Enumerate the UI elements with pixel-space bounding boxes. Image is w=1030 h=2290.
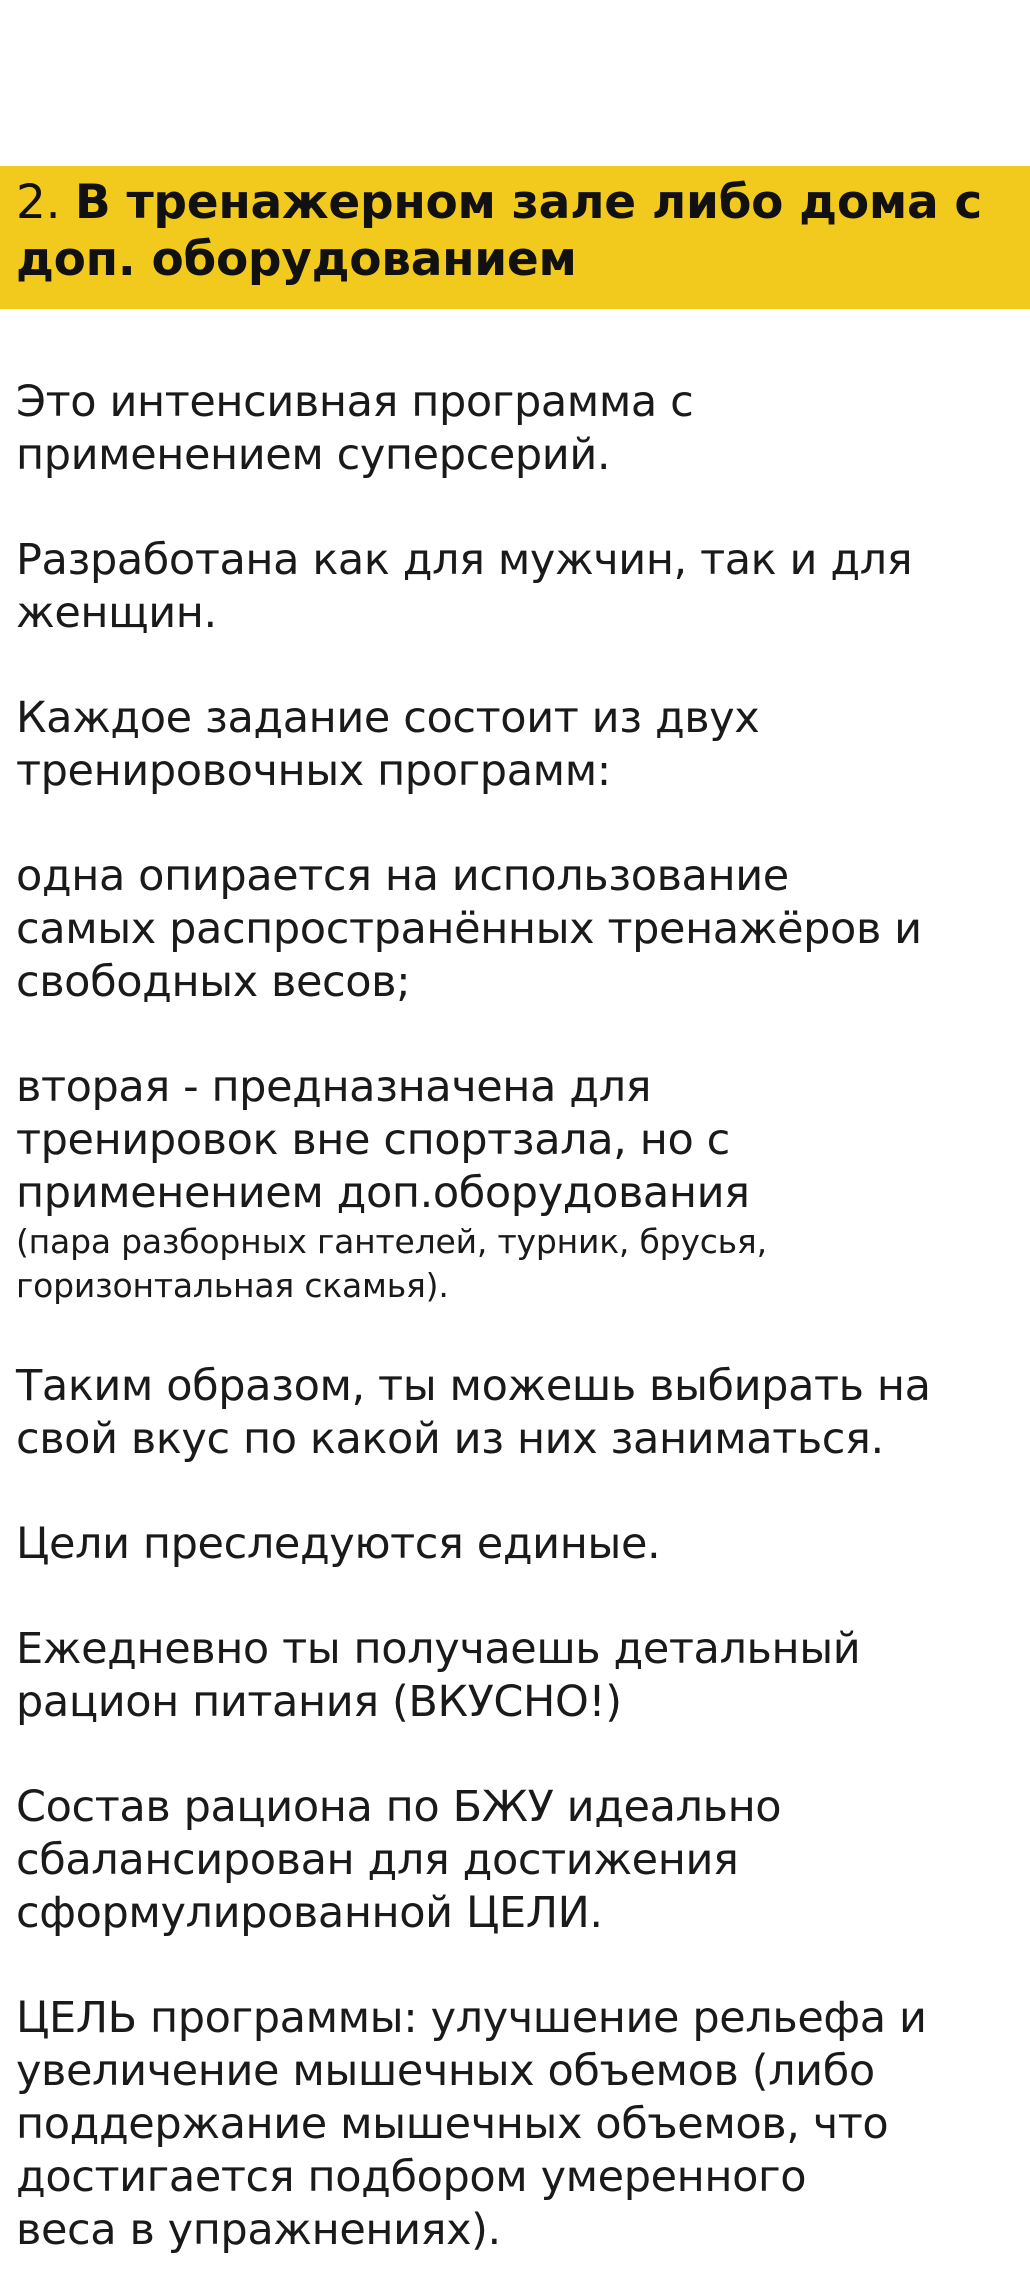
home-program-text: вторая - предназначена для тренировок вне спортзала, но с применением доп.оборудования	[16, 1062, 750, 1218]
paragraph-goals: Цели преследуются единые.	[16, 1519, 661, 1569]
equipment-note: (пара разборных гантелей, турник, брусья, горизонтальная скамья).	[16, 1222, 767, 1305]
paragraph-choice: Таким образом, ты можешь выбирать на свой вкус по какой из них заниматься.	[16, 1361, 931, 1464]
paragraph-intro: Это интенсивная программа с применением суперсерий.	[16, 377, 694, 480]
paragraph-macros: Состав рациона по БЖУ идеально сбалансирован для достижения сформулированной ЦЕЛИ.	[16, 1782, 782, 1938]
section-title	[16, 174, 1016, 288]
section-number: 2.	[16, 175, 61, 230]
paragraph-gym-program: одна опирается на использование самых распространённых тренажёров и свободных весов;	[16, 851, 922, 1007]
program-description	[16, 376, 1016, 2257]
paragraph-home-program	[16, 1061, 1016, 1308]
paragraph-nutrition: Ежедневно ты получаешь детальный рацион питания (ВКУСНО!)	[16, 1624, 861, 1727]
paragraph-program-goal: ЦЕЛЬ программы: улучшение рельефа и увеличение мышечных объемов (либо поддержание мышечных объемов, что достигается подбором умеренного веса в упражнениях).	[16, 1993, 927, 2255]
paragraph-structure: Каждое задание состоит из двух тренировочных программ:	[16, 693, 760, 796]
section-title-text: В тренажерном зале либо дома с доп. оборудованием	[16, 175, 982, 287]
paragraph-audience: Разработана как для мужчин, так и для женщин.	[16, 535, 913, 638]
